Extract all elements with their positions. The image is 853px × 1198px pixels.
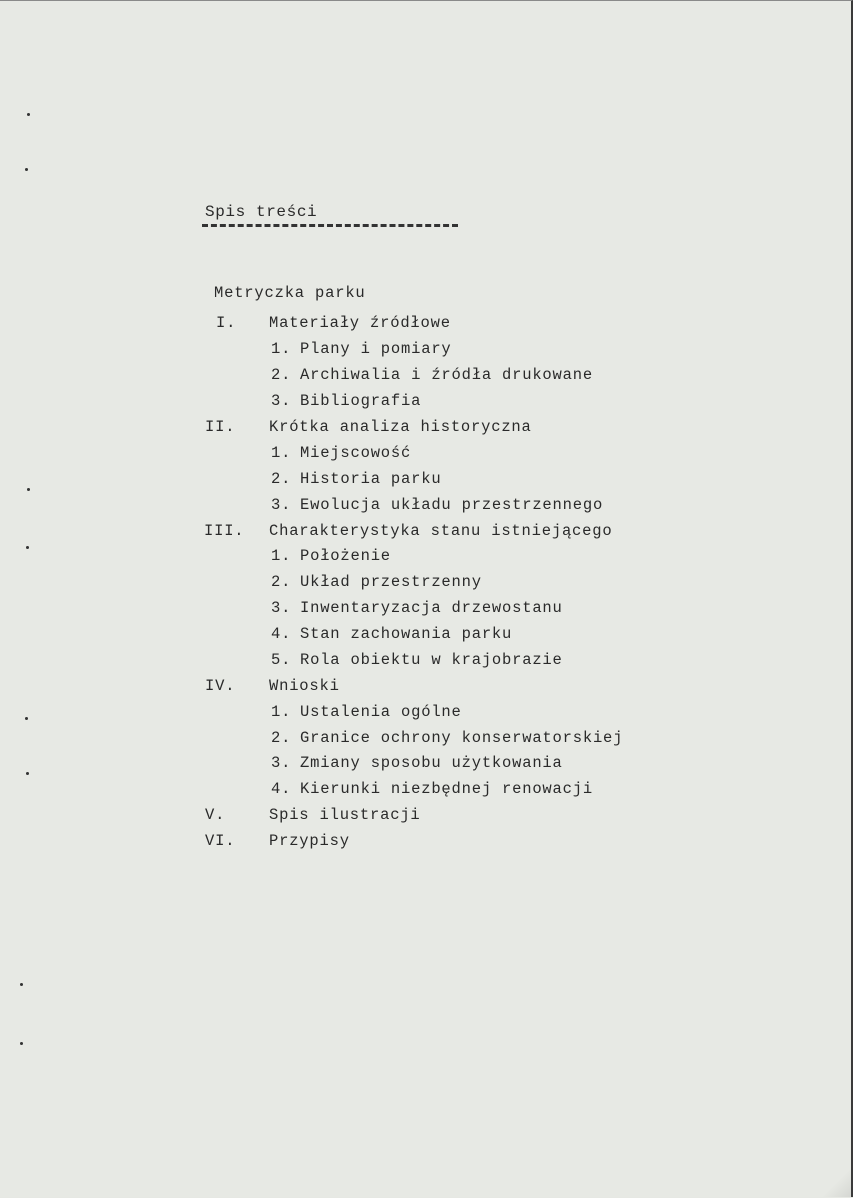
- subsection-number: 5.: [271, 651, 292, 669]
- page-title: Spis treści: [205, 203, 318, 221]
- subsection-title: Stan zachowania parku: [300, 625, 513, 643]
- subsection-title: Rola obiektu w krajobrazie: [300, 651, 563, 669]
- subsection-title: Położenie: [300, 547, 391, 565]
- subsection-title: Plany i pomiary: [300, 340, 452, 358]
- subsection-title: Granice ochrony konserwatorskiej: [300, 729, 624, 747]
- subsection-number: 3.: [271, 754, 292, 772]
- subsection-title: Miejscowość: [300, 444, 412, 462]
- subsection-title: Układ przestrzenny: [300, 573, 482, 591]
- section-numeral: V.: [205, 806, 226, 824]
- subsection-title: Historia parku: [300, 470, 442, 488]
- subsection-title: Inwentaryzacja drzewostanu: [300, 599, 563, 617]
- subsection-number: 4.: [271, 780, 292, 798]
- toc-item-metryczka: Metryczka parku: [214, 284, 366, 302]
- section-title: Materiały źródłowe: [269, 314, 451, 332]
- subsection-title: Ewolucja układu przestrzennego: [300, 496, 604, 514]
- subsection-number: 2.: [271, 470, 292, 488]
- section-numeral: I.: [216, 314, 237, 332]
- subsection-title: Ustalenia ogólne: [300, 703, 462, 721]
- section-numeral: II.: [205, 418, 236, 436]
- subsection-title: Archiwalia i źródła drukowane: [300, 366, 593, 384]
- subsection-title: Bibliografia: [300, 392, 422, 410]
- subsection-title: Zmiany sposobu użytkowania: [300, 754, 563, 772]
- subsection-number: 3.: [271, 392, 292, 410]
- section-title: Krótka analiza historyczna: [269, 418, 532, 436]
- section-numeral: IV.: [205, 677, 236, 695]
- section-numeral: VI.: [205, 832, 236, 850]
- subsection-number: 1.: [271, 703, 292, 721]
- section-title: Charakterystyka stanu istniejącego: [269, 522, 613, 540]
- subsection-number: 4.: [271, 625, 292, 643]
- subsection-number: 2.: [271, 366, 292, 384]
- subsection-number: 1.: [271, 547, 292, 565]
- subsection-number: 1.: [271, 340, 292, 358]
- section-title: Wnioski: [269, 677, 340, 695]
- section-numeral: III.: [204, 522, 245, 540]
- section-title: Przypisy: [269, 832, 350, 850]
- section-title: Spis ilustracji: [269, 806, 421, 824]
- subsection-number: 1.: [271, 444, 292, 462]
- subsection-number: 2.: [271, 729, 292, 747]
- subsection-number: 2.: [271, 573, 292, 591]
- subsection-number: 3.: [271, 599, 292, 617]
- subsection-title: Kierunki niezbędnej renowacji: [300, 780, 593, 798]
- subsection-number: 3.: [271, 496, 292, 514]
